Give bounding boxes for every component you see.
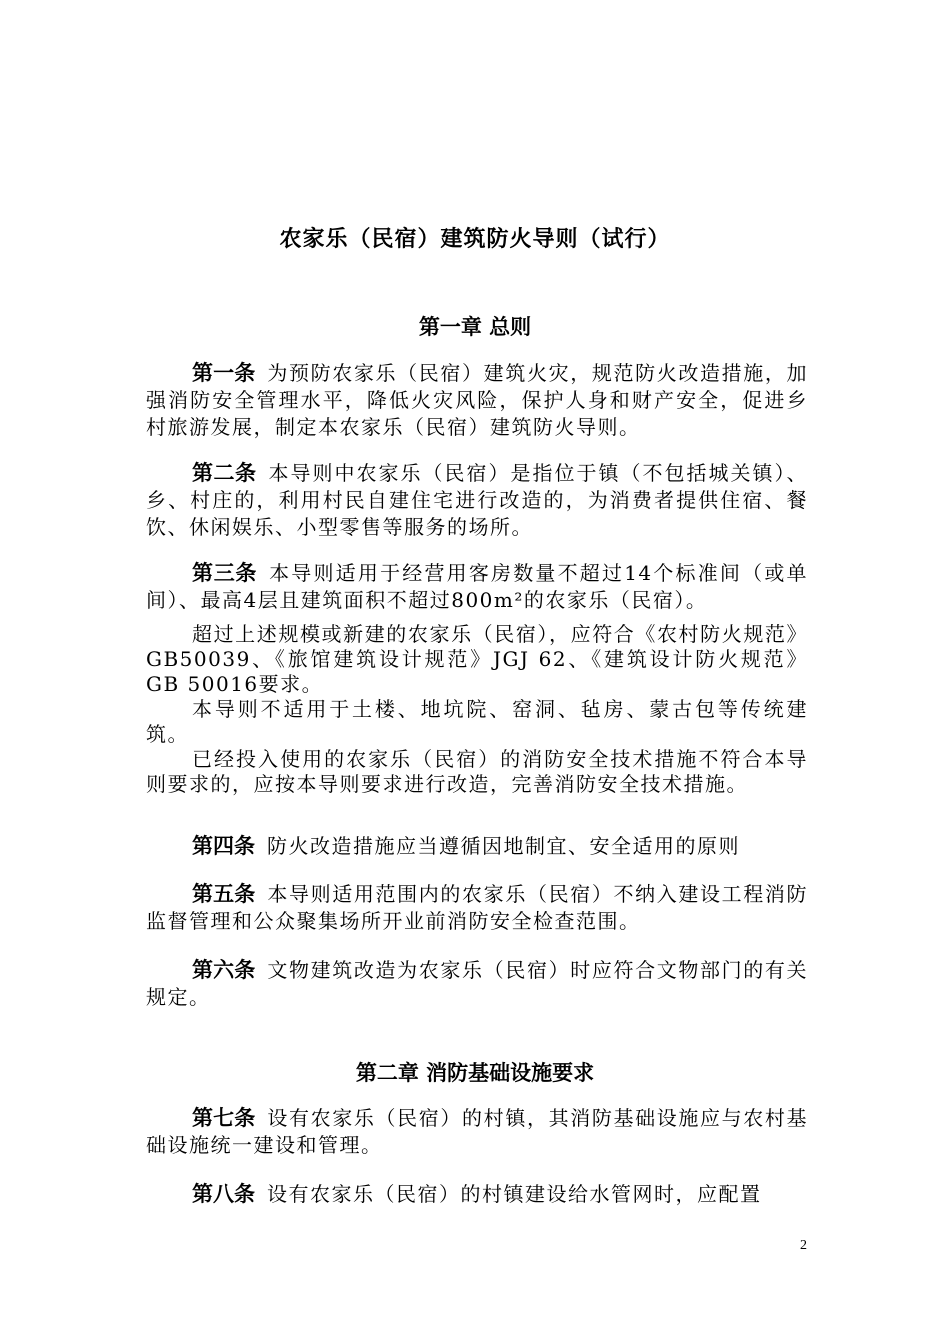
article-3-paragraph-4: 已经投入使用的农家乐（民宿）的消防安全技术措施不符合本导则要求的，应按本导则要求进行改造，完善消防安全技术措施。 — [146, 747, 808, 796]
article-1 — [146, 360, 808, 441]
chapter-heading-2: 第二章 消防基础设施要求 — [355, 1061, 595, 1085]
article-3 — [146, 560, 808, 614]
article-5-label: 第五条 — [192, 882, 256, 906]
article-7-label: 第七条 — [192, 1106, 256, 1130]
article-4-text: 防火改造措施应当遵循因地制宜、安全适用的原则 — [267, 834, 740, 858]
article-4 — [146, 833, 808, 860]
article-3-paragraph-3: 本导则不适用于土楼、地坑院、窑洞、毡房、蒙古包等传统建筑。 — [146, 697, 808, 746]
article-5-text: 本导则适用范围内的农家乐（民宿）不纳入建设工程消防监督管理和公众聚集场所开业前消防安全检查范围。 — [146, 882, 809, 933]
article-8-text: 设有农家乐（民宿）的村镇建设给水管网时，应配置 — [267, 1182, 762, 1206]
article-6 — [146, 957, 808, 1011]
article-3-paragraph-2: 超过上述规模或新建的农家乐（民宿），应符合《农村防火规范》GB50039、《旅馆建筑设计规范》JGJ 62、《建筑设计防火规范》GB 50016要求。 — [146, 622, 808, 696]
article-7 — [146, 1105, 808, 1159]
article-7-text: 设有农家乐（民宿）的村镇，其消防基础设施应与农村基础设施统一建设和管理。 — [146, 1106, 809, 1157]
article-6-label: 第六条 — [192, 958, 256, 982]
article-8 — [146, 1181, 808, 1208]
article-2-label: 第二条 — [192, 461, 257, 485]
article-5 — [146, 881, 808, 935]
article-8-label: 第八条 — [192, 1182, 255, 1206]
article-6-text: 文物建筑改造为农家乐（民宿）时应符合文物部门的有关规定。 — [146, 958, 809, 1009]
document-title: 农家乐（民宿）建筑防火导则（试行） — [279, 227, 671, 252]
article-1-text: 为预防农家乐（民宿）建筑火灾，规范防火改造措施，加强消防安全管理水平，降低火灾风险，保护人身和财产安全，促进乡村旅游发展，制定本农家乐（民宿）建筑防火导则。 — [146, 361, 809, 439]
article-3-label: 第三条 — [192, 561, 258, 585]
page-number: 2 — [800, 1238, 807, 1253]
article-2 — [146, 460, 808, 541]
article-3-text: 本导则适用于经营用客房数量不超过14个标准间（或单间）、最高4层且建筑面积不超过800m²的农家乐（民宿）。 — [146, 561, 809, 612]
chapter-heading-1: 第一章 总则 — [418, 315, 532, 339]
article-4-label: 第四条 — [192, 834, 255, 858]
article-2-text: 本导则中农家乐（民宿）是指位于镇（不包括城关镇）、乡、村庄的，利用村民自建住宅进行改造的，为消费者提供住宿、餐饮、休闲娱乐、小型零售等服务的场所。 — [146, 461, 808, 539]
article-1-label: 第一条 — [192, 361, 256, 385]
